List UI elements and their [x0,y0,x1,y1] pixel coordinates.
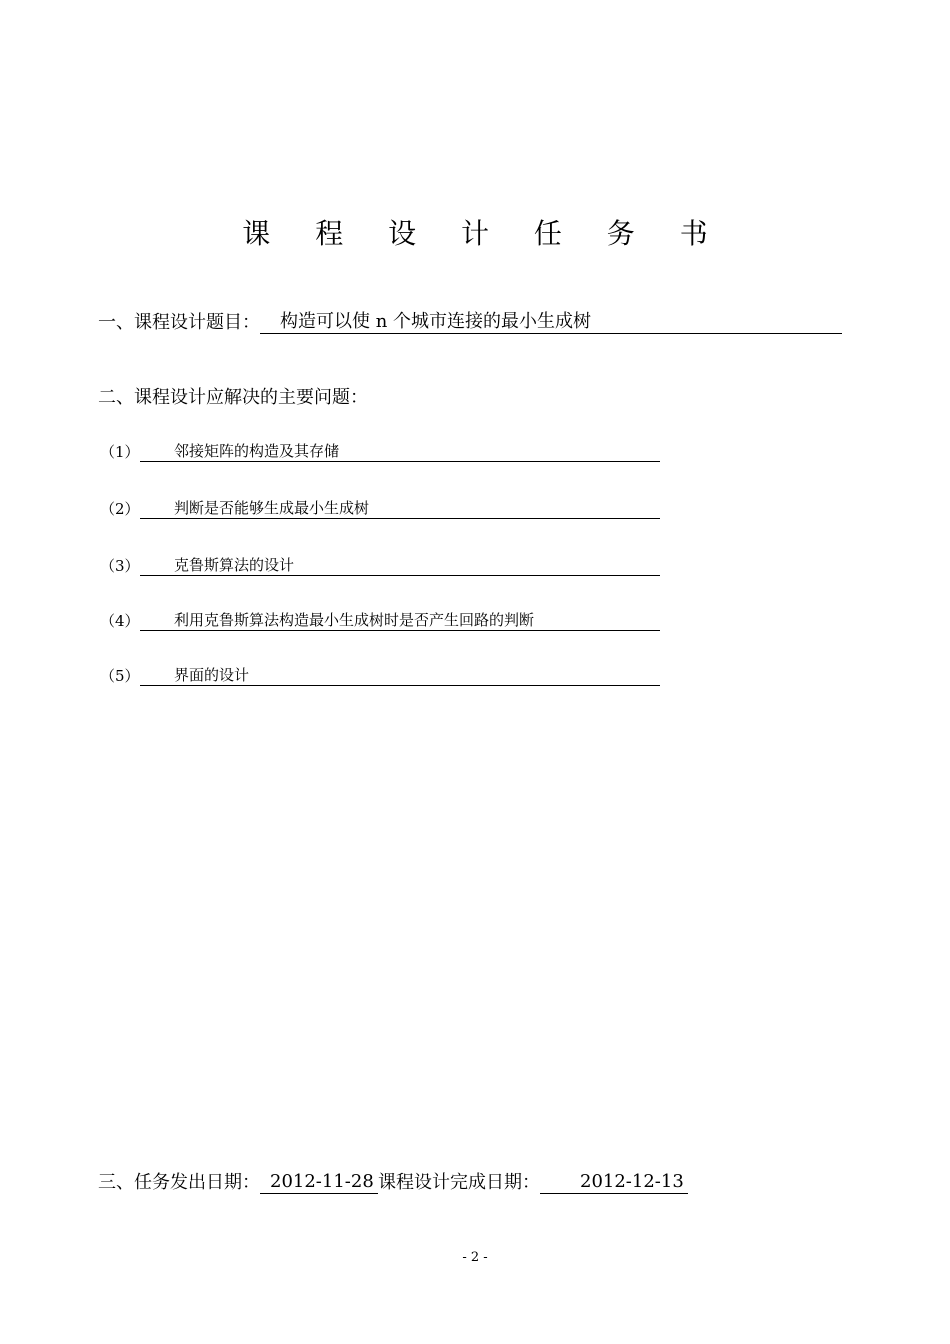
problem-text: 界面的设计 [140,665,660,686]
topic-value: 构造可以使 n 个城市连接的最小生成树 [260,311,842,334]
dates-row [98,1168,688,1194]
problem-number: （4） [100,612,140,630]
topic-row [98,308,842,334]
complete-date-value: 2012-12-13 [540,1171,688,1194]
problem-text: 邻接矩阵的构造及其存储 [140,441,660,462]
page-number: - 2 - [462,1250,488,1265]
document-title: 课 程 设 计 任 务 书 [242,217,726,250]
problem-item [100,665,660,686]
problem-item [100,498,660,519]
topic-label: 一、课程设计题目： [98,312,260,333]
problem-text: 克鲁斯算法的设计 [140,555,660,576]
problems-heading: 二、课程设计应解决的主要问题： [98,387,368,408]
problem-text: 利用克鲁斯算法构造最小生成树时是否产生回路的判断 [140,610,660,631]
problem-number: （1） [100,443,140,461]
complete-date-label: 课程设计完成日期： [378,1172,540,1193]
issue-date-value: 2012-11-28 [260,1171,378,1194]
problem-item [100,610,660,631]
issue-date-label: 三、任务发出日期： [98,1172,260,1193]
problem-item [100,441,660,462]
problem-item [100,555,660,576]
problem-number: （5） [100,667,140,685]
problem-text: 判断是否能够生成最小生成树 [140,498,660,519]
problem-number: （3） [100,557,140,575]
problem-number: （2） [100,500,140,518]
